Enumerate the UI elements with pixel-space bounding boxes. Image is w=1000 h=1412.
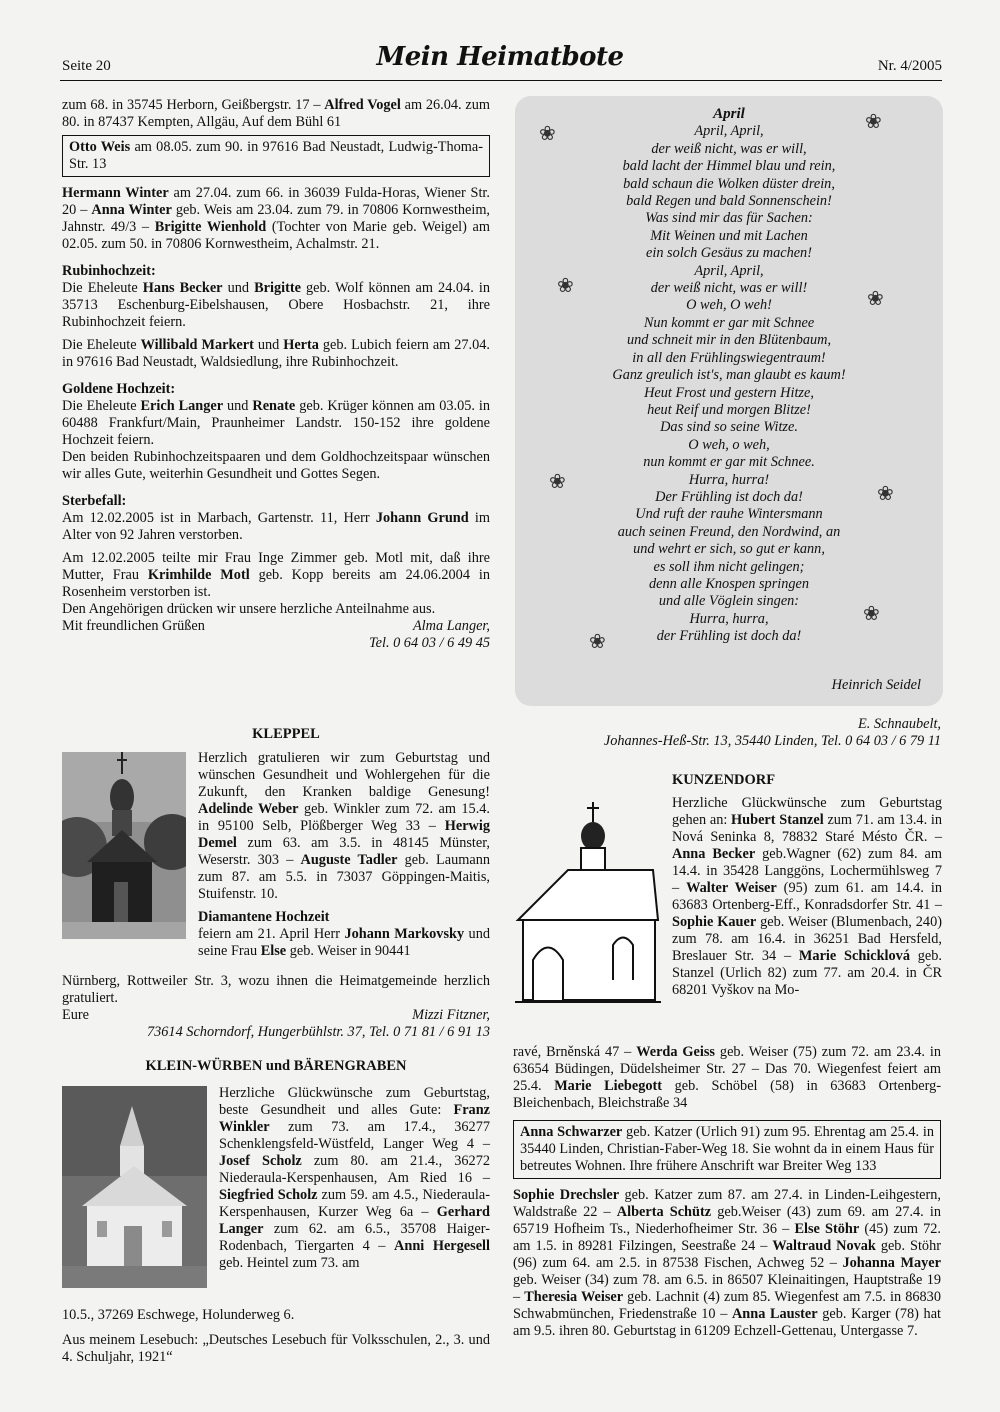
poem-line: es soll ihm nicht gelingen; [653, 558, 805, 575]
poem-line: bald Regen und bald Sonnenschein! [626, 193, 832, 210]
kunz-heading: KUNZENDORF [672, 772, 776, 788]
mizzi-address: 73614 Schorndorf, Hungerbühlstr. 37, Tel. 0 71 81 / 6 91 13 [146, 1024, 490, 1040]
sterb-paragraph-1: Am 12.02.2005 ist in Marbach, Gartenstr. 11, Herr Johann Grund im Alter von 92 Jahren verstorben. [62, 510, 490, 543]
diamant-heading: Diamantene Hochzeit [198, 909, 330, 925]
poem-line: auch seinen Freund, den Nordwind, an [617, 523, 841, 540]
rubin-paragraph-1: Die Eheleute Hans Becker und Brigitte geb. Wolf können am 24.04. in 35713 Eschenburg-Eibelshausen, Obere Hosbachstr. 21, ihre Rubinhochzeit feiern. [62, 280, 490, 330]
kleppel-text-block [198, 750, 490, 960]
kleppel-heading-wrap [62, 726, 490, 743]
poem-line: O weh, o weh, [688, 436, 770, 453]
flower-icon: ❀ [863, 603, 880, 625]
flower-icon: ❀ [865, 111, 882, 133]
lesebuch-note: Aus meinem Lesebuch: „Deutsches Lesebuch für Volksschulen, 2., 3. und 4. Schuljahr, 1921“ [62, 1332, 490, 1365]
poem-line: nun kommt er gar mit Schnee. [643, 454, 815, 471]
kleppel-church-drawing [62, 752, 186, 939]
anna-schwarzer-box [513, 1120, 941, 1179]
klein-heading: KLEIN-WÜRBEN und BÄRENGRABEN [145, 1058, 407, 1074]
poem-line: und wehrt er sich, so gut er kann, [633, 541, 825, 558]
flower-icon: ❀ [877, 483, 894, 505]
eure-text: Eure [62, 1007, 89, 1023]
schnaubelt-address: Johannes-Heß-Str. 13, 35440 Linden, Tel. 0 64 03 / 6 79 11 [603, 733, 941, 749]
left-column-top [62, 97, 490, 652]
kunz-paragraph-3: Sophie Drechsler geb. Katzer zum 87. am 27.4. in Linden-Leihgestern, Waldstraße 22 – Alberta Schütz geb.Weiser (43) zum 69. am 27.4. in 65719 Hofheim Ts., Niederhofheimer Str. 36 – Else Stöhr (45) zum 72. am 1.5. in 89281 Filzingen, Seestraße 24 – Waltraud Novak geb. Stöhr (96) zum 64. am 2.5. in 87538 Fischen, Achweg 52 – Johanna Mayer geb. Weiser (34) zum 78. am 6.5. in 86507 Kleinaitingen, Hauptstraße 19 – Theresia Weiser geb. Lachnit (4) zum 85. Wiegenfest am 7.5. in 86830 Schwabmünchen, Friedenstraße 10 – Anna Lauster geb. Karger (78) hat am 9.5. ihren 80. Geburtstag in 61209 Echzell-Gettenau, Untergasse 7. [513, 1187, 942, 1339]
signature-tel: Tel. 0 64 03 / 6 49 45 [368, 635, 490, 651]
poem-line: und schneit mir in den Blütenbaum, [626, 332, 832, 349]
eure-row [62, 1007, 490, 1024]
poem-line: Mit Weinen und mit Lachen [650, 227, 808, 244]
klein-paragraph: Herzliche Glückwünsche zum Geburtstag, beste Gesundheit und alles Gute: Franz Winkler zum 73. am 17.4., 36277 Schenklengsfeld-Wüstfeld, Langer Weg 4 – Josef Scholz zum 80. am 21.4., 36272 Niederaula-Kerspenhausen, Am Ried 16 – Siegfried Scholz zum 59. am 4.5., Niederaula-Kerspenhausen, Kurzer Weg 6a – Gerhard Langer zum 62. am 6.5., 35708 Haiger-Rodenbach, Tiergarten 4 – Anni Hergesell geb. Heintel zum 73. am [219, 1085, 490, 1271]
gold-paragraph-1: Die Eheleute Erich Langer und Renate geb. Krüger können am 03.05. in 60488 Frankfurt/Main, Praunheimer Landstr. 150-152 ihre goldene Hochzeit feiern. [62, 398, 490, 448]
poem-line: Ganz greulich ist's, man glaubt es kaum! [612, 367, 846, 384]
klein-text-block [219, 1085, 490, 1272]
klein-church-photo [62, 1086, 207, 1288]
sterb-paragraph-3: Den Angehörigen drücken wir unsere herzliche Anteilnahme aus. [62, 601, 436, 617]
header-rule [60, 80, 942, 81]
poem-line: Was sind mir das für Sachen: [645, 210, 813, 227]
poem-line: der weiß nicht, was er will! [650, 280, 808, 297]
poem-box [515, 96, 943, 706]
poem-line: der weiß nicht, was er will, [651, 140, 807, 157]
gold-heading: Goldene Hochzeit: [62, 381, 176, 397]
poem-line: und alle Vöglein singen: [658, 593, 800, 610]
kunz-text-block [672, 772, 942, 999]
poem-line: der Frühling ist doch da! [656, 628, 802, 645]
kunzendorf-church-svg [513, 800, 663, 1005]
poem-line: Hurra, hurra, [689, 610, 769, 627]
poem-line: Hurra, hurra! [688, 471, 770, 488]
klein-bottom [62, 1307, 490, 1366]
flower-icon: ❀ [557, 275, 574, 297]
gold-paragraph-2: Den beiden Rubinhochzeitspaaren und dem Goldhochzeitspaar wünschen wir alles Gute, weiterhin Gesundheit und Gottes Segen. [62, 449, 490, 482]
diamant-paragraph: feiern am 21. April Herr Johann Markovsky und seine Frau Else geb. Weiser in 90441 [198, 926, 490, 959]
klein-paragraph-2: 10.5., 37269 Eschwege, Holunderweg 6. [62, 1307, 295, 1323]
poem-line: O weh, O weh! [686, 297, 772, 314]
rubin-paragraph-2: Die Eheleute Willibald Markert und Herta geb. Lubich feiern am 27.04. in 97616 Bad Neustadt, Waldsiedlung, ihre Rubinhochzeit. [62, 337, 490, 370]
sterb-heading: Sterbefall: [62, 493, 127, 509]
signature-name: Alma Langer, [412, 618, 490, 634]
mizzi-name: Mizzi Fitzner, [412, 1007, 490, 1023]
poem-author: Heinrich Seidel [831, 676, 921, 693]
greeting-row [62, 618, 490, 635]
flower-icon: ❀ [867, 288, 884, 310]
poem-lines [515, 123, 943, 645]
poem-line: Heut Frost und gestern Hitze, [644, 384, 814, 401]
masthead-title: Mein Heimatbote [376, 42, 624, 72]
greeting-text: Mit freundlichen Grüßen [62, 618, 205, 634]
poem-line: bald schaun die Wolken düster drein, [623, 175, 835, 192]
winter-paragraph: Hermann Winter am 27.04. zum 66. in 36039 Fulda-Horas, Wiener Str. 20 – Anna Winter geb. Weis am 23.04. zum 79. in 70806 Kornwestheim, Jahnstr. 49/3 – Brigitte Wienhold (Tochter von Marie geb. Weigel) am 02.05. zum 50. in 70806 Kornwestheim, Achalmstr. 21. [62, 185, 491, 252]
poem-title: April [713, 106, 745, 122]
kunz-paragraph: Herzliche Glückwünsche zum Geburtstag gehen an: Hubert Stanzel zum 71. am 13.4. in Nová Seninka 8, 78832 Staré Mésto ČR. – Anna Becker geb.Wagner (62) zum 84. am 14.4. in 35428 Langgöns, Lochermühlsweg 7 – Walter Weiser (95) zum 61. am 14.4. in 63683 Ortenberg-Eff., Konradsdorfer Str. 41 – Sophie Kauer geb. Weiser (Blumenbach, 240) zum 78. am 16.4. in 36251 Bad Hersfeld, Breslauer Str. 34 – Marie Schicklová geb. Stanzel (Urlich 82) zum 77. am 20.4. in ČR 68201 Vyškov na Mo- [672, 795, 942, 998]
issue-number: Nr. 4/2005 [877, 58, 942, 74]
kunz-paragraph-2: ravé, Brněnská 47 – Werda Geiss geb. Weiser (75) zum 72. am 23.4. in 63654 Büdingen, Düdelsheimer Str. 27 – Das 70. Wiegenfest feiert am 25.4. Marie Liebegott geb. Schöbel (58) in 63683 Ortenberg-Bleichenbach, Bleichstraße 34 [513, 1044, 942, 1111]
poem-line: Nun kommt er gar mit Schnee [643, 314, 815, 331]
kleppel-heading: KLEPPEL [252, 726, 320, 742]
rubin-heading: Rubinhochzeit: [62, 263, 156, 279]
poem-line: in all den Frühlingswiegentraum! [632, 349, 826, 366]
schnaubelt-signature [513, 716, 941, 750]
page-number: Seite 20 [62, 58, 111, 74]
intro-paragraph: zum 68. in 35745 Herborn, Geißbergstr. 17 – Alfred Vogel am 26.04. zum 80. in 87437 Kempten, Allgäu, Auf dem Bühl 61 [62, 97, 490, 130]
poem-line: April, April, [694, 123, 764, 140]
klein-heading-wrap [62, 1058, 490, 1075]
poem-line: Und ruft der rauhe Wintersmann [635, 506, 823, 523]
poem-line: Das sind so seine Witze. [660, 419, 798, 436]
poem-line: April, April, [694, 262, 764, 279]
otto-weis-text: Otto Weis am 08.05. zum 90. in 97616 Bad Neustadt, Ludwig-Thoma-Str. 13 [69, 139, 483, 172]
sterb-paragraph-2: Am 12.02.2005 teilte mir Frau Inge Zimmer geb. Motl mit, daß ihre Mutter, Frau Krimhilde Motl geb. Kopp bereits am 24.06.2004 in Rosenheim verstorben ist. [62, 550, 490, 600]
flower-icon: ❀ [589, 631, 606, 653]
otto-weis-box [62, 135, 490, 177]
flower-icon: ❀ [539, 123, 556, 145]
kleppel-bottom [62, 973, 490, 1041]
poem-line: Der Frühling ist doch da! [655, 488, 803, 505]
anna-schwarzer-text: Anna Schwarzer geb. Katzer (Urlich 91) zum 95. Ehrentag am 25.4. in 35440 Linden, Christian-Faber-Weg 18. Sie wohnt da in einem Haus für betreutes Wohnen. Ihre frühere Anschrift war Breiter Weg 133 [520, 1124, 934, 1174]
diamant-paragraph-2: Nürnberg, Rottweiler Str. 3, wozu ihnen die Heimatgemeinde herzlich gratuliert. [62, 973, 490, 1006]
flower-icon: ❀ [549, 471, 566, 493]
kleppel-paragraph: Herzlich gratulieren wir zum Geburtstag und wünschen Gesundheit und Wohlergehen für die Zukunft, den Kranken baldige Genesung! Adelinde Weber geb. Winkler zum 72. am 15.4. in 95100 Selb, Plößberger Weg 33 – Herwig Demel zum 63. am 3.5. in 48145 Münster, Weserstr. 303 – Auguste Tadler geb. Laumann zum 87. am 5.5. in 73037 Göppingen-Maitis, Stuifenstr. 10. [198, 750, 490, 902]
poem-line: heut Reif und morgen Blitze! [647, 401, 811, 418]
poem-line: denn alle Knospen springen [648, 575, 810, 592]
klein-church-drawing [62, 1086, 207, 1288]
kunz-bottom [513, 1044, 941, 1340]
kleppel-church-photo [62, 752, 186, 939]
poem-line: bald lacht der Himmel blau und rein, [622, 158, 836, 175]
kunzendorf-church-drawing [513, 800, 663, 1005]
schnaubelt-name: E. Schnaubelt, [858, 716, 941, 732]
poem-line: ein solch Gesäus zu machen! [646, 245, 812, 262]
